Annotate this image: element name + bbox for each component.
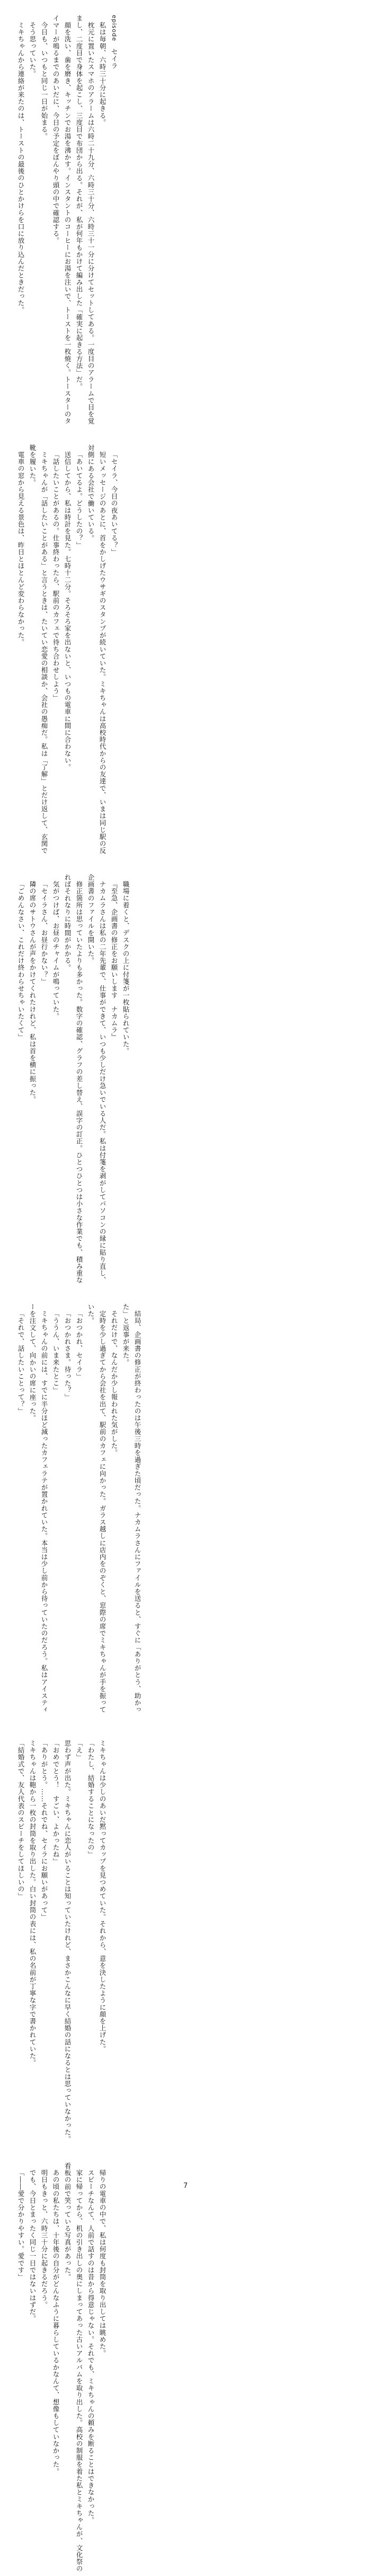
paragraph: 短いメッセージのあとに、首をかしげたウサギのスタンプが続いていた。ミキちゃんは高校時代からの友達で、いまは同じ駅の反対側にある会社で働いている。 xyxy=(87,444,107,854)
paragraph: 職場に着くと、デスクの上に付箋が一枚貼られていた。 xyxy=(122,880,130,1054)
paragraph: 定時を少し過ぎてから会社を出て、駅前のカフェに向かった。ガラス越しに店内をのぞくと、窓際の席でミキちゃんが手を振っていた。 xyxy=(87,1303,107,1713)
paragraph: 「話したいことがあるの。仕事終わったら、駅前のカフェで待ち合わせしよう」 xyxy=(52,451,60,702)
paragraph: 電車の窓から見える景色は、昨日とほとんど変わらなかった。 xyxy=(17,451,25,646)
paragraph: ミキちゃんは少しのあいだ黙ってカップを見つめていた。それから、意を決したように顔を上げた。 xyxy=(99,1739,107,2052)
paragraph: 「ありがとう。……それでね、セイラにお願いがあって」 xyxy=(40,1739,48,1921)
paragraph: 「ごめんなさい、これだけ終わらせちゃいたくて」 xyxy=(17,880,25,1040)
episode-label: episode xyxy=(111,15,118,42)
paragraph: 家に帰ってから、机の引き出しの奥にしまってあった古いアルバムを取り出した。高校の制服を着た私とミキちゃんが、文化祭の看板の前で笑っている写真があった。 xyxy=(64,2162,83,2572)
paragraph: 隣の席のサトウさんが声をかけてくれたけれど、私は首を横に振った。 xyxy=(29,880,37,1103)
paragraph: 帰りの電車の中で、私は何度も封筒を取り出しては眺めた。 xyxy=(99,2169,107,2357)
paragraph: ナカムラさんは私の二年先輩で、仕事ができて、いつも少しだけ急いでいる人だ。私は付箋を剥がしてパソコンの縁に貼り直し、企画書のファイルを開いた。 xyxy=(87,874,107,1284)
paragraph: ミキちゃんが「話したいことがある」と言うときは、たいてい恋愛の相談か、会社の愚痴だ。私は「了解」とだけ返して、玄関で靴を履いた。 xyxy=(29,444,48,854)
text-tier-5 xyxy=(15,1733,108,2146)
paragraph: それだけで、なんだか少し報われた気がした。 xyxy=(110,1310,118,1456)
paragraph: 「おめでとう！ すごい、よかったね」 xyxy=(52,1739,60,1865)
episode-title: セイラ xyxy=(110,48,118,69)
paragraph: 枕元に置いたスマホのアラームは六時二十九分、六時三十分、六時三十一分に分けてセットしてある。一度目のアラームで目を覚まし、二度目で身体を起こし、三度目で布団から出る。それが、私が何年もかけて編み出した「確実に起きる方法」だ。 xyxy=(75,15,95,425)
paragraph: 明日もきっと、六時三十分に起きるだろう。 xyxy=(40,2169,48,2308)
text-tier-2 xyxy=(15,444,120,858)
text-tier-6 xyxy=(15,2162,108,2576)
paragraph: 「セイラさん、お昼行かない？」 xyxy=(40,880,48,985)
paragraph: 「おつかれさま。待った？」 xyxy=(64,1310,72,1400)
paragraph: ミキちゃんの前には、すでに半分ほど減ったカフェラテが置かれていた。本当は少し前から待っていたのだろう。私はアイスティーを注文して、向かいの席に座った。 xyxy=(29,1303,48,1713)
paragraph: 「あいてるよ。どうしたの？」 xyxy=(75,451,83,548)
text-tier-4 xyxy=(15,1303,143,1717)
page-number: 7 xyxy=(183,2182,188,2190)
paragraph: 思わず声が出た。ミキちゃんに恋人がいることは知っていたけれど、まさかこんなに早く結婚の話になるとは思っていなかった。 xyxy=(64,1739,72,2143)
paragraph: 「え」 xyxy=(75,1739,83,1760)
paragraph: 「それで、話したいことって？」 xyxy=(17,1310,25,1414)
paragraph: スピーチなんて、人前で話すのは昔から得意じゃない。それでも、ミキちゃんの頼みを断ることはできなかった。 xyxy=(87,2169,95,2524)
paragraph: 「ううん、いま来たとこ」 xyxy=(52,1310,60,1394)
paragraph: そう思っていた。 xyxy=(29,21,37,77)
paragraph: 「――愛で分かりやすい。愛です」 xyxy=(17,2169,25,2281)
paragraph: ミキちゃんから連絡が来たのは、トーストの最後のひとかけらを口に放り込んだときだった。 xyxy=(17,21,25,313)
paragraph: 私は毎朝、六時三十分に起きる。 xyxy=(99,21,107,126)
paragraph: 『至急、企画書の修正をお願いします ナカムラ』 xyxy=(110,880,118,1040)
episode-heading xyxy=(108,15,120,428)
text-tier-3 xyxy=(15,874,131,1287)
paragraph: ミキちゃんは鞄から一枚の封筒を取り出した。白い封筒の表には、私の名前が丁寧な字で書かれていた。 xyxy=(29,1739,37,2066)
paragraph: 「セイラ、今日の夜あいてる？」 xyxy=(110,451,118,555)
paragraph: 今日も、いつもと同じ一日が始まる。 xyxy=(40,21,48,140)
paragraph: 「結婚式で、友人代表のスピーチをしてほしいの」 xyxy=(17,1739,25,1899)
paragraph: あの頃の私たちは、十年後の自分がどんなふうに暮らしているかなんて、想像もしていなかった。 xyxy=(52,2169,60,2475)
paragraph: 「おつかれ、セイラ」 xyxy=(75,1310,83,1380)
paragraph: 結局、企画書の修正が終わったのは午後三時を過ぎた頃だった。ナカムラさんにファイルを送ると、すぐに「ありがとう、助かった」と返事が来た。 xyxy=(122,1303,142,1713)
paragraph: 「わたし、結婚することになったの」 xyxy=(87,1739,95,1858)
paragraph: 修正箇所は思っていたよりも多かった。数字の確認、グラフの差し替え、誤字の訂正。ひとつひとつは小さな作業でも、積み重なればそれなりに時間がかかる。 xyxy=(64,874,83,1284)
paragraph: 顔を洗い、歯を磨き、キッチンでお湯を沸かす。インスタントのコーヒーにお湯を注いで、トーストを一枚焼く。トースターのタイマーが鳴るまでのあいだに、今日の予定をぼんやり頭の中で確認する。 xyxy=(52,15,72,425)
text-tier-1 xyxy=(15,15,120,428)
paragraph: でも、今日とまったく同じ一日ではないはずだ。 xyxy=(29,2169,37,2322)
paragraph: 気がつけば、お昼のチャイムが鳴っていた。 xyxy=(52,880,60,1020)
paragraph: 送信してから、私は時計を見た。七時十二分。そろそろ家を出ないと、いつもの電車に間に合わない。 xyxy=(64,451,72,771)
